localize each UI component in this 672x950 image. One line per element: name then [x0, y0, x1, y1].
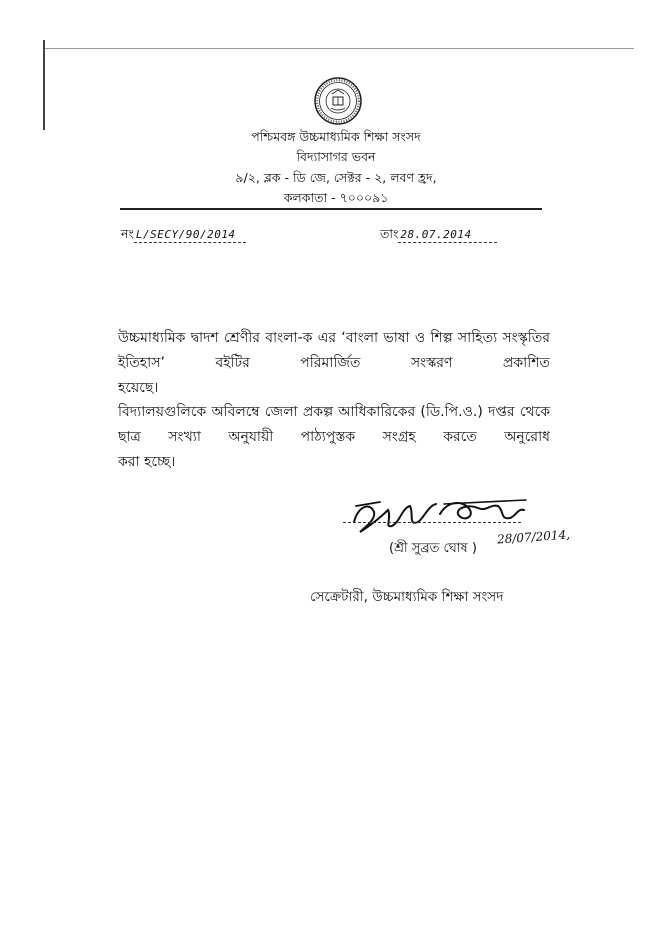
address-line: ৯/২, ব্লক - ডি জে, সেক্টর - ২, লবণ হ্রদ, [235, 170, 437, 185]
organization-name: পশ্চিমবঙ্গ উচ্চমাধ্যমিক শিক্ষা সংসদ [251, 129, 421, 144]
signature-line [343, 522, 521, 523]
body-paragraph-1-end: হয়েছে। [118, 380, 159, 396]
date-label: তাং [380, 226, 399, 241]
body-paragraph-2-end: করা হচ্ছে। [118, 454, 176, 470]
reference-label: নং [121, 226, 134, 241]
signatory-designation: সেক্রেটারী, উচ্চমাধ্যমিক শিক্ষা সংসদ [310, 589, 504, 605]
scan-edge-mark [43, 40, 45, 130]
letter-date [380, 226, 497, 246]
signature-date: 28/07/2014, [496, 527, 571, 547]
body-paragraph-1: উচ্চমাধ্যমিক দ্বাদশ শ্রেণীর বাংলা-ক এর ‘বাংলা ভাষা ও শিল্প সাহিত্য সংস্কৃতির ইতিহাস’ বইটির পরিমার্জিত সংস্করণ প্রকাশিত [118, 330, 550, 371]
reference-number [121, 226, 246, 246]
reference-value: L/SECY/90/2014 [135, 228, 236, 241]
city-line: কলকাতা - ৭০০০৯১ [283, 190, 389, 205]
header-divider [120, 208, 542, 210]
date-value: 28.07.2014 [400, 228, 472, 241]
signatory-name: (শ্রী সুব্রত ঘোষ ) [389, 541, 477, 556]
building-name: বিদ্যাসাগর ভবন [296, 149, 376, 164]
body-paragraph-2: বিদ্যালয়গুলিকে অবিলম্বে জেলা প্রকল্প আধিকারিকের (ডি.পি.ও.) দপ্তর থেকে ছাত্র সংখ্যা অনুযায়ী পাঠ্যপুস্তক সংগ্রহ করতে অনুরোধ [118, 404, 550, 445]
council-seal-icon [313, 76, 363, 126]
scan-edge-line [44, 48, 634, 49]
